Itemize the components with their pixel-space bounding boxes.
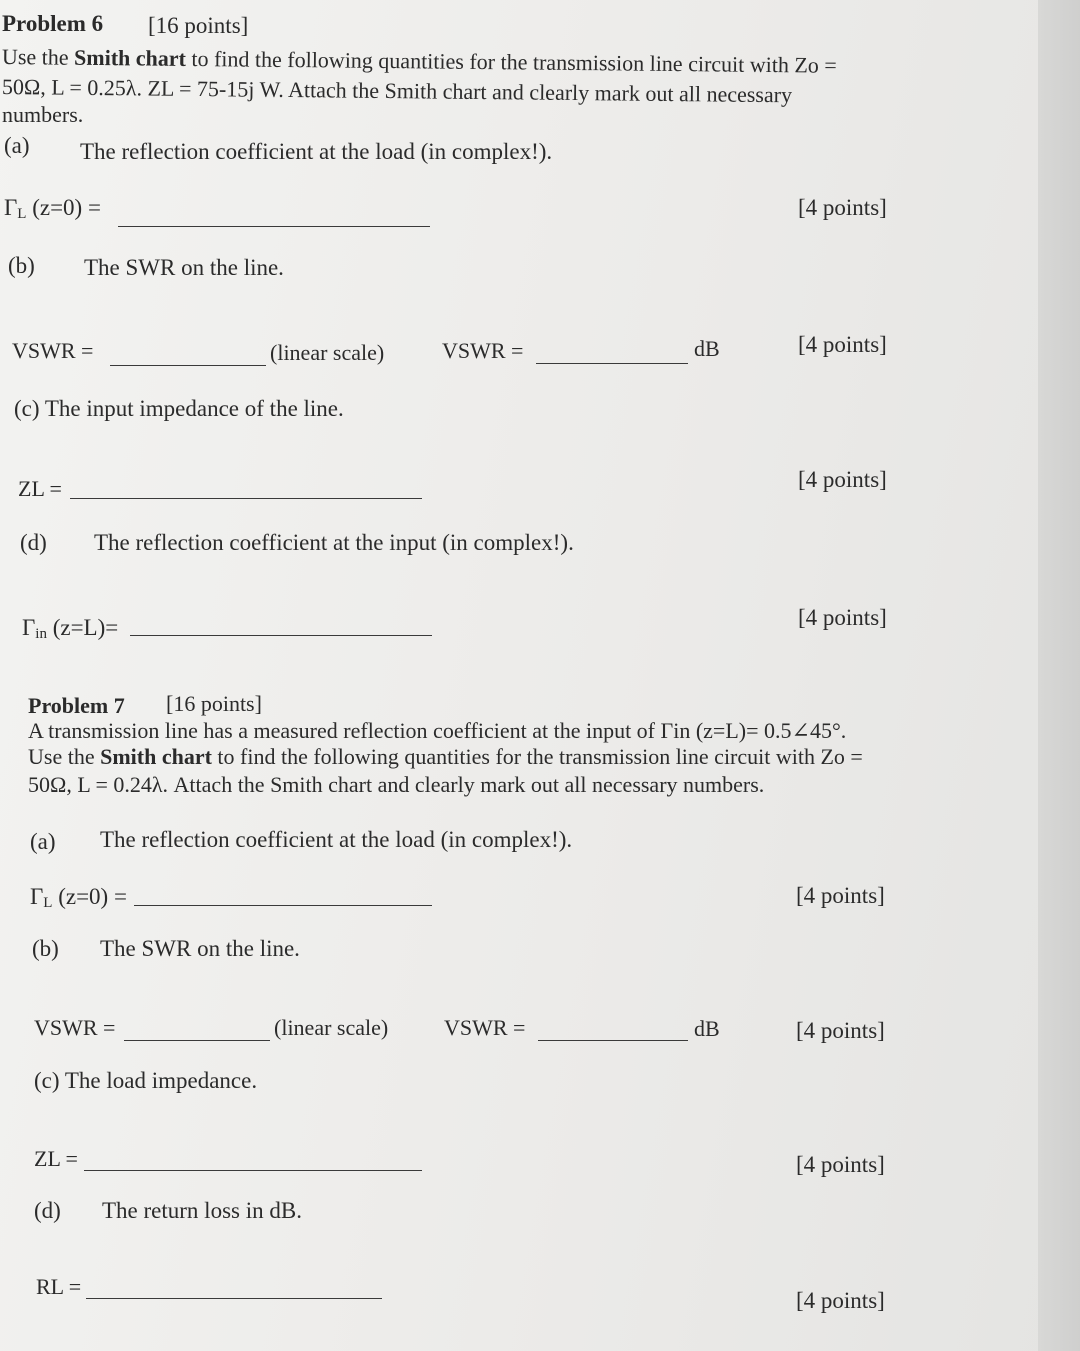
problem6-statement-line2: 50Ω, L = 0.25λ. ZL = 75-15j W. Attach the Smith chart and clearly mark out all necessary [1, 74, 793, 108]
problem6-a-points: [4 points] [798, 195, 887, 220]
problem6-b-vswr2-answer-line[interactable] [536, 363, 688, 364]
problem7-c-field-label: ZL = [34, 1146, 78, 1171]
problem6-d-points: [4 points] [798, 605, 887, 630]
problem6-c-points: [4 points] [798, 467, 887, 492]
problem7-a-field-label: ΓL (z=0) = [30, 884, 127, 911]
problem6-b-vswr2-label: VSWR = [442, 338, 524, 363]
problem6-statement-line1: Use the Smith chart to find the following quantities for the transmission line circuit with Zo = [1, 44, 837, 78]
problem7-statement-line1: A transmission line has a measured reflection coefficient at the input of Γin (z=L)= 0.5∠45°. [28, 718, 847, 743]
problem7-b-vswr1-label: VSWR = [34, 1015, 116, 1040]
problem7-points: [16 points] [166, 691, 262, 716]
problem6-c-text: (c) The input impedance of the line. [14, 396, 344, 421]
problem6-a-label: (a) [4, 133, 30, 158]
problem6-a-answer-line[interactable] [118, 226, 430, 227]
problem6-d-label: (d) [20, 530, 47, 555]
problem7-d-label: (d) [34, 1198, 61, 1223]
problem6-a-field-label: ΓL (z=0) = [4, 195, 101, 222]
problem7-b-label: (b) [32, 936, 59, 961]
problem6-b-linear-scale: (linear scale) [270, 340, 385, 365]
problem6-statement-line3: numbers. [2, 102, 84, 127]
problem6-d-answer-line[interactable] [130, 635, 432, 636]
problem6-b-vswr1-label: VSWR = [12, 338, 94, 363]
problem7-statement-line2: Use the Smith chart to find the following quantities for the transmission line circuit with Zo = [28, 744, 863, 769]
problem6-b-text: The SWR on the line. [84, 255, 284, 280]
problem7-c-points: [4 points] [796, 1152, 885, 1177]
problem7-a-label: (a) [30, 829, 56, 854]
problem6-b-vswr1-answer-line[interactable] [110, 365, 266, 366]
problem7-b-linear-scale: (linear scale) [274, 1015, 389, 1040]
problem7-b-vswr2-label: VSWR = [444, 1015, 526, 1040]
problem7-statement-line3: 50Ω, L = 0.24λ. Attach the Smith chart and clearly mark out all necessary numbers. [28, 772, 765, 797]
problem7-a-text: The reflection coefficient at the load (in complex!). [100, 827, 573, 852]
problem7-c-answer-line[interactable] [84, 1170, 422, 1171]
problem7-title: Problem 7 [28, 693, 125, 718]
problem7-b-points: [4 points] [796, 1018, 885, 1043]
problem7-b-vswr1-answer-line[interactable] [124, 1040, 270, 1041]
problem6-d-text: The reflection coefficient at the input (in complex!). [94, 530, 574, 555]
problem6-b-label: (b) [8, 253, 35, 278]
problem6-points: [16 points] [148, 13, 249, 38]
problem7-d-text: The return loss in dB. [102, 1198, 302, 1223]
problem6-c-field-label: ZL = [18, 476, 62, 501]
problem6-d-field-label: Γin (z=L)= [22, 615, 119, 642]
problem6-a-text: The reflection coefficient at the load (in complex!). [80, 139, 553, 164]
problem7-c-text: (c) The load impedance. [34, 1068, 258, 1093]
problem7-b-db-unit: dB [694, 1016, 720, 1041]
page-edge-shadow [1038, 0, 1080, 1351]
problem6-title: Problem 6 [2, 11, 104, 36]
problem7-d-answer-line[interactable] [86, 1298, 382, 1299]
problem7-d-field-label: RL = [36, 1274, 82, 1299]
problem6-c-answer-line[interactable] [70, 498, 422, 499]
problem7-b-vswr2-answer-line[interactable] [538, 1040, 688, 1041]
problem6-b-db-unit: dB [694, 336, 720, 361]
problem7-d-points: [4 points] [796, 1288, 885, 1313]
problem7-a-answer-line[interactable] [134, 905, 432, 906]
problem7-a-points: [4 points] [796, 883, 885, 908]
problem6-b-points: [4 points] [798, 332, 887, 357]
problem7-b-text: The SWR on the line. [100, 936, 300, 961]
